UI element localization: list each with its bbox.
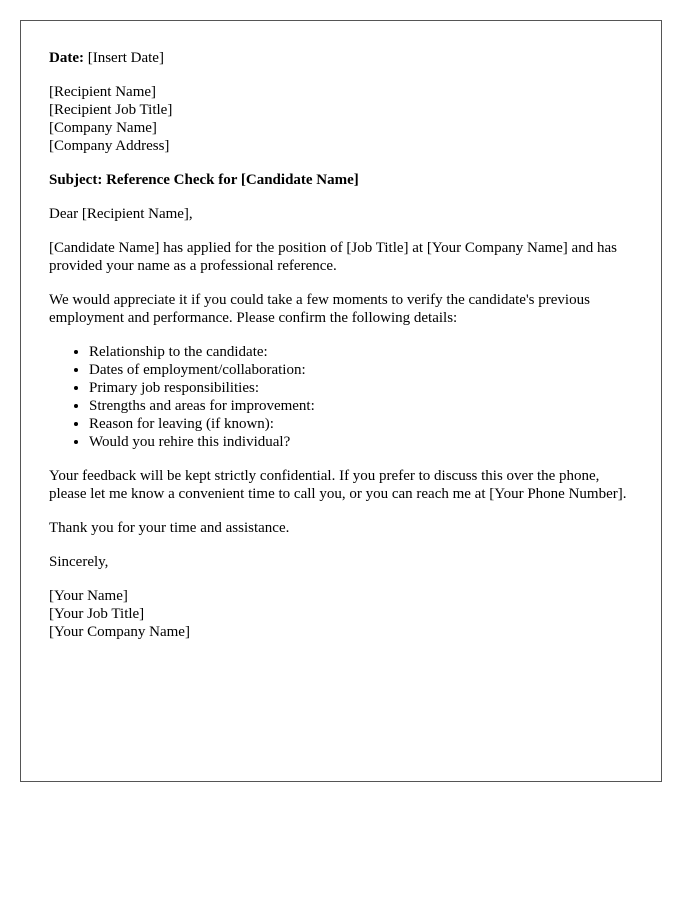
sender-job-title: [Your Job Title] xyxy=(49,606,145,622)
list-item: • Strengths and areas for improvement: xyxy=(89,397,633,415)
list-item: • Reason for leaving (if known): xyxy=(89,415,633,433)
list-item: • Would you rehire this individual? xyxy=(89,433,633,451)
salutation: Dear [Recipient Name], xyxy=(49,206,193,222)
recipient-job-title: [Recipient Job Title] xyxy=(49,102,173,118)
date-value: [Insert Date] xyxy=(87,50,164,66)
sender-name: [Your Name] xyxy=(49,588,128,604)
date-label: Date: xyxy=(49,50,84,66)
details-list xyxy=(49,343,633,451)
recipient-address: [Company Address] xyxy=(49,138,170,154)
recipient-address-block xyxy=(49,83,633,155)
date-line xyxy=(49,49,633,67)
signature-block xyxy=(49,587,633,641)
subject-line: Subject: Reference Check for [Candidate Name] xyxy=(49,172,359,188)
intro-paragraph: [Candidate Name] has applied for the position of [Job Title] at [Your Company Name] and has provided your name as a professional reference. xyxy=(49,240,617,274)
list-item: • Primary job responsibilities: xyxy=(89,379,633,397)
list-item: • Relationship to the candidate: xyxy=(89,343,633,361)
list-item: • Dates of employment/collaboration: xyxy=(89,361,633,379)
recipient-name: [Recipient Name] xyxy=(49,84,157,100)
closing-line: Sincerely, xyxy=(49,554,109,570)
request-paragraph: We would appreciate it if you could take a few moments to verify the candidate's previous employment and performance. Please confirm the following details: xyxy=(49,292,590,326)
thanks-line: Thank you for your time and assistance. xyxy=(49,520,290,536)
letter-page xyxy=(20,20,662,782)
sender-company: [Your Company Name] xyxy=(49,624,190,640)
confidentiality-paragraph: Your feedback will be kept strictly confidential. If you prefer to discuss this over the phone, please let me know a convenient time to call you, or you can reach me at [Your Phone Number]. xyxy=(49,468,627,502)
recipient-company: [Company Name] xyxy=(49,120,157,136)
